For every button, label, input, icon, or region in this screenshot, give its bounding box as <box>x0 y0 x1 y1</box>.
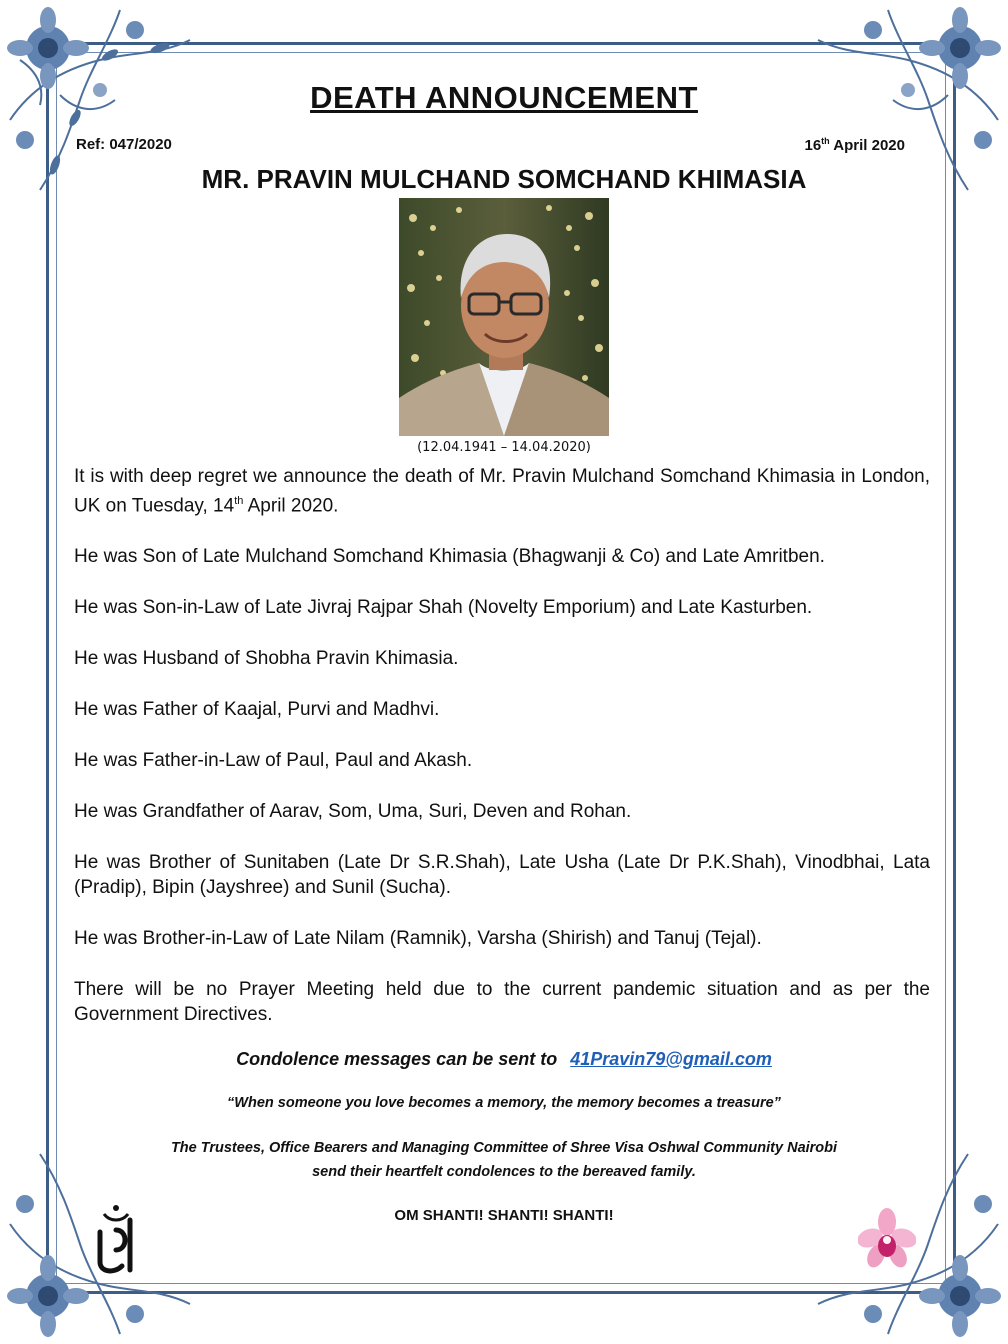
intro-paragraph: It is with deep regret we announce the death of Mr. Pravin Mulchand Somchand Khimasia in London, UK on Tuesday, 14th April 2020. <box>74 466 930 517</box>
condolence-label: Condolence messages can be sent to <box>236 1049 558 1069</box>
jain-symbol-icon <box>92 1200 138 1280</box>
portrait-photo <box>399 198 609 436</box>
memorial-quote: “When someone you love becomes a memory, the memory becomes a treasure” <box>227 1095 781 1111</box>
prayer-paragraph: There will be no Prayer Meeting held due to the current pandemic situation and as per the Government Directives. <box>74 979 930 1026</box>
father-in-law-paragraph: He was Father-in-Law of Paul, Paul and Akash. <box>74 750 473 772</box>
son-of-paragraph: He was Son of Late Mulchand Somchand Khimasia (Bhagwanji & Co) and Late Amritben. <box>74 546 825 568</box>
son-in-law-paragraph: He was Son-in-Law of Late Jivraj Rajpar Shah (Novelty Emporium) and Late Kasturben. <box>74 597 813 619</box>
announcement-date: 16th April 2020 <box>804 136 905 154</box>
email-link[interactable]: 41Pravin79@gmail.com <box>570 1049 772 1069</box>
brother-in-law-paragraph: He was Brother-in-Law of Late Nilam (Ramnik), Varsha (Shirish) and Tanuj (Tejal). <box>74 928 762 950</box>
grandfather-paragraph: He was Grandfather of Aarav, Som, Uma, Suri, Deven and Rohan. <box>74 801 632 823</box>
orchid-flower-icon <box>858 1208 916 1274</box>
condolence-line <box>0 1049 1008 1070</box>
brother-paragraph: He was Brother of Sunitaben (Late Dr S.R.Shah), Late Usha (Late Dr P.K.Shah), Vinodbhai, Lata (Pradip), Bipin (Jayshree) and Sunil (Sucha). <box>74 852 930 899</box>
om-shanti-closing: OM SHANTI! SHANTI! SHANTI! <box>394 1207 614 1224</box>
announcement-body <box>74 464 930 1053</box>
life-dates: (12.04.1941 – 14.04.2020) <box>417 440 591 455</box>
trustees-message: The Trustees, Office Bearers and Managing Committee of Shree Visa Oshwal Community Nairobi send their heartfelt condolences to the bereaved family. <box>170 1140 838 1180</box>
father-paragraph: He was Father of Kaajal, Purvi and Madhvi. <box>74 699 440 721</box>
reference-number: Ref: 047/2020 <box>76 136 172 153</box>
husband-paragraph: He was Husband of Shobha Pravin Khimasia. <box>74 648 459 670</box>
deceased-name: MR. PRAVIN MULCHAND SOMCHAND KHIMASIA <box>201 164 807 194</box>
page-title: DEATH ANNOUNCEMENT <box>310 80 698 115</box>
